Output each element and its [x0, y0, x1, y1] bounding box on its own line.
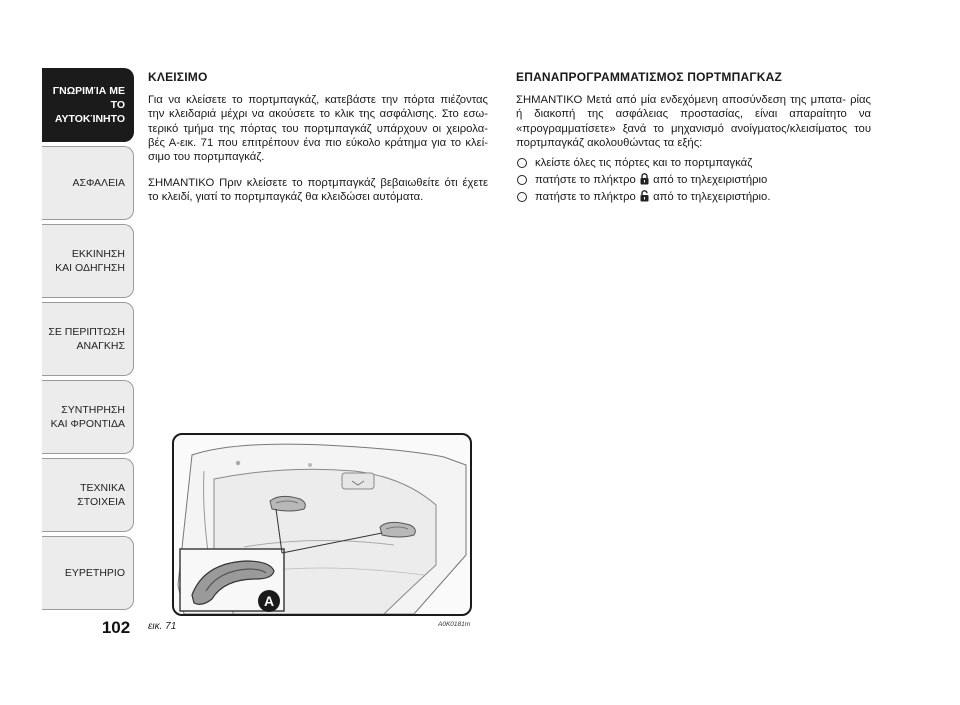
tab-getting-to-know-car[interactable] — [42, 68, 134, 142]
section-reprogramming — [516, 70, 871, 208]
section-closing — [148, 70, 488, 217]
list-item — [516, 173, 871, 187]
tab-label-line2: ΑΥΤΟΚΊΝΗΤΟ — [54, 113, 125, 125]
steps-list — [516, 156, 871, 205]
step-text: πατήστε το πλήκτρο — [535, 191, 636, 204]
section-heading: ΕΠΑΝΑΠΡΟΓΡΑΜΜΑΤΙΣΜΟΣ ΠΟΡΤΜΠΑΓΚΑΖ — [516, 70, 782, 84]
tab-index[interactable] — [42, 536, 134, 610]
figure-code: A0K0181m — [438, 621, 471, 628]
tab-label-line1: ΕΥΡΕΤΗΡΙΟ — [64, 567, 125, 579]
bullet-icon — [517, 192, 527, 202]
figure-caption: εικ. 71 — [148, 621, 177, 632]
tab-maintenance[interactable] — [42, 380, 134, 454]
list-item — [516, 190, 871, 204]
tab-safety[interactable] — [42, 146, 134, 220]
important-note: ΣΗΜΑΝΤΙΚΟ Μετά από μία ενδεχόμενη αποσύνδεση της μπατα- ρίας ή διακοπή της ασφάλειας προστασίας, είναι απαραίτητο να «προγραμματίσετε» ξανά το μηχανισμό ανοίγματος/κλεισίματος του πορτμπαγκάζ ακολουθώντας τα εξής: — [516, 94, 871, 149]
tab-technical-data[interactable] — [42, 458, 134, 532]
paragraph: Για να κλείσετε το πορτμπαγκάζ, κατεβάστε την πόρτα πιέζοντας την κλειδαριά μέχρι να ακούσετε το κλικ της ασφάλισης. Στο εσω- τερικό τμήμα της πόρτας του πορτμπαγκάζ υπάρχουν οι χειρολα- βές Α-εικ. 71 που επιτρέπουν ένα πιο εύκολο κράτημα για το κλεί- σιμο του πορτμπαγκάζ. — [148, 94, 488, 164]
trunk-lid-illustration — [174, 435, 470, 614]
bullet-icon — [517, 158, 527, 168]
tab-starting-driving[interactable] — [42, 224, 134, 298]
callout-a-label: A — [263, 593, 275, 609]
step-text: κλείστε όλες τις πόρτες και το πορτμπαγκάζ — [535, 157, 753, 170]
step-text: πατήστε το πλήκτρο — [535, 174, 636, 187]
tab-label-line2: ΑΝΑΓΚΗΣ — [76, 340, 125, 352]
tab-label-line2: ΚΑΙ ΟΔΗΓΗΣΗ — [55, 262, 125, 274]
figure-trunk-handles — [172, 433, 472, 616]
tab-label-line1: ΑΣΦΑΛΕΙΑ — [72, 177, 125, 189]
tab-label-line1: ΕΚΚΙΝΗΣΗ — [71, 248, 125, 260]
tab-emergency[interactable] — [42, 302, 134, 376]
lock-open-icon — [640, 190, 649, 202]
step-text: από το τηλεχειριστήριο — [653, 174, 768, 187]
lock-closed-icon — [640, 173, 649, 185]
tab-label-line1: ΤΕΧΝΙΚΑ — [80, 482, 125, 494]
tab-label-line1: ΣΥΝΤΗΡΗΣΗ — [61, 404, 125, 416]
list-item — [516, 156, 871, 170]
tab-label-line2: ΚΑΙ ΦΡΟΝΤΙΔΑ — [50, 418, 125, 430]
tab-label-line1: ΣΕ ΠΕΡΙΠΤΩΣΗ — [48, 326, 125, 338]
tab-label-line1: ΓΝΩΡΙΜΊΑ ΜΕ ΤΟ — [52, 85, 125, 111]
bullet-icon — [517, 175, 527, 185]
section-heading: ΚΛΕΙΣΙΜΟ — [148, 70, 208, 84]
callout-a-badge — [258, 590, 280, 612]
important-note: ΣΗΜΑΝΤΙΚΟ Πριν κλείσετε το πορτμπαγκάζ βεβαιωθείτε ότι έχετε το κλειδί, γιατί το πορτμπαγκάζ θα κλειδώσει αυτόματα. — [148, 177, 488, 204]
step-text: από το τηλεχειριστήριο. — [653, 191, 771, 204]
page-number: 102 — [101, 618, 131, 637]
tab-label-line2: ΣΤΟΙΧΕΙΑ — [77, 496, 125, 508]
